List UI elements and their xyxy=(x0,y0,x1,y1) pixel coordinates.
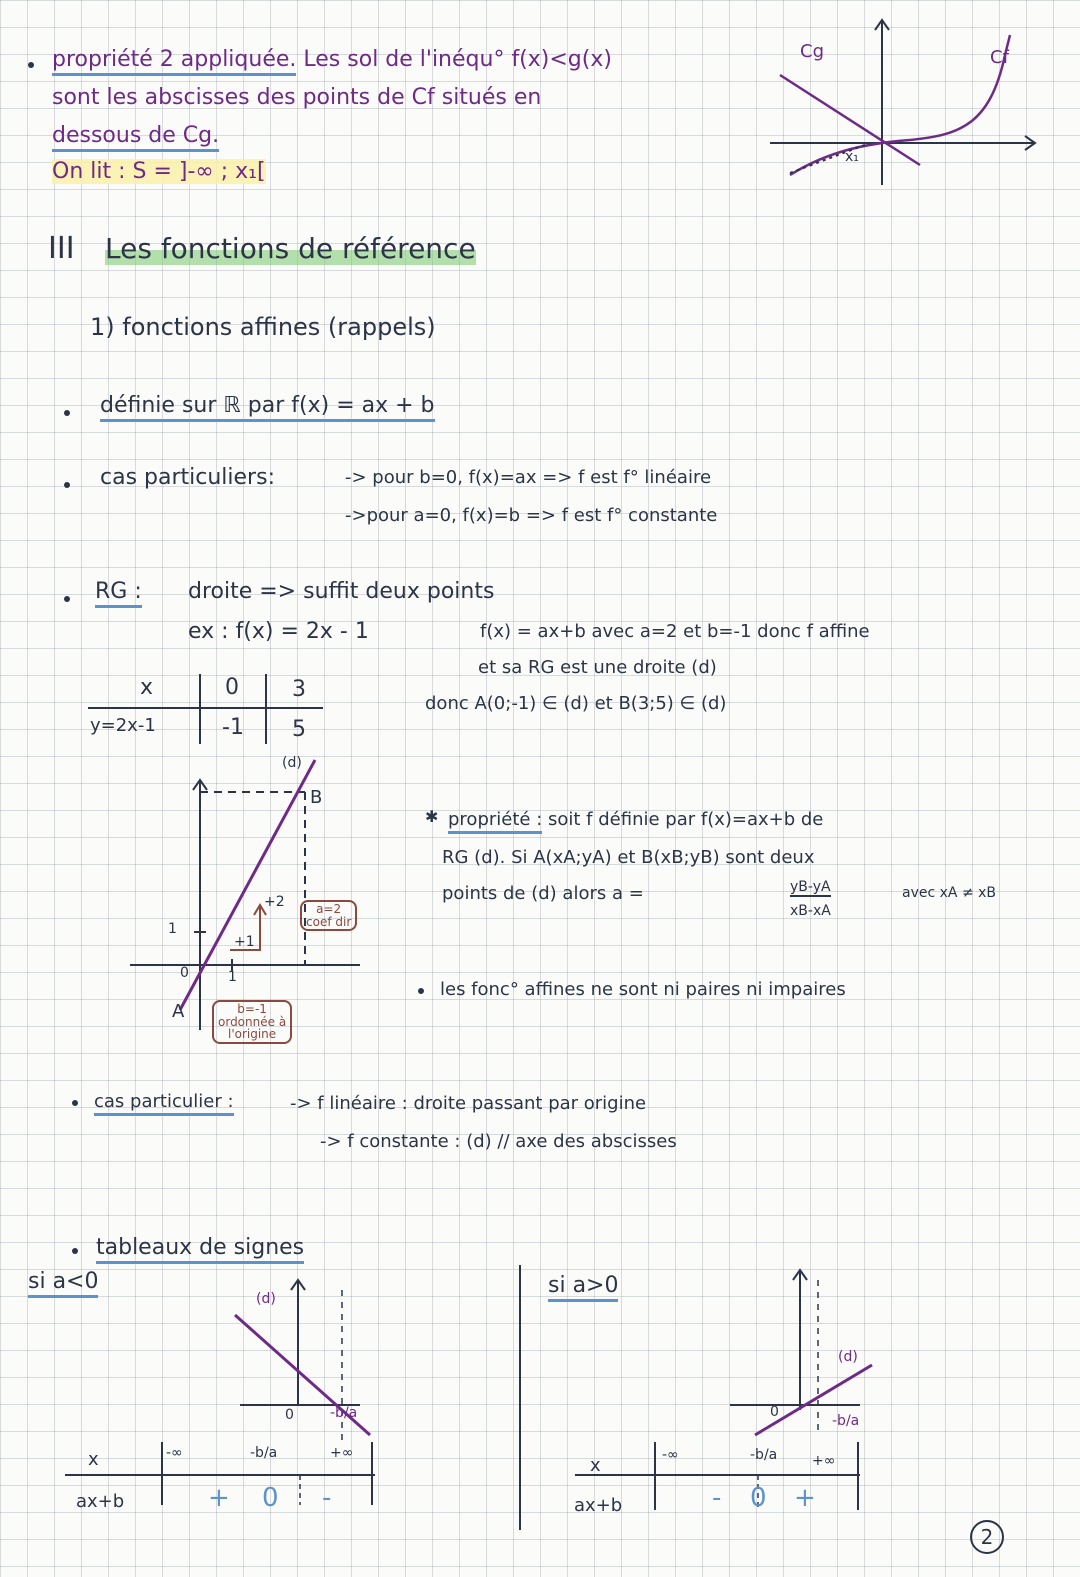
pos-root: -b/a xyxy=(832,1413,860,1429)
neg-head-f: ax+b xyxy=(76,1491,125,1512)
property-inequality: Les sol de l'inéqu° f(x)<g(x) xyxy=(303,47,612,72)
intercept-note-line: ordonnée à xyxy=(218,1014,287,1029)
propriete-condition: avec xA ≠ xB xyxy=(902,885,997,901)
value-table-y-head: y=2x-1 xyxy=(90,715,156,736)
pos-condition-text: si a>0 xyxy=(548,1273,618,1302)
solution-set-text: On lit : S = ]-∞ ; x₁[ xyxy=(52,159,266,184)
propriete-label: propriété : xyxy=(448,809,542,834)
pos-origin: 0 xyxy=(770,1404,779,1420)
cas-particuliers-line1: -> pour b=0, f(x)=ax => f est f° linéaire xyxy=(345,467,712,488)
cas-particuliers-label: cas particuliers: xyxy=(100,465,275,490)
neg-condition-text: si a<0 xyxy=(28,1269,98,1298)
neg-sign: - xyxy=(322,1483,332,1513)
subsection-title: 1) fonctions affines (rappels) xyxy=(90,313,436,341)
point-b-label: B xyxy=(310,787,323,808)
slope-note xyxy=(300,900,357,931)
rg-example: ex : f(x) = 2x - 1 xyxy=(188,619,369,644)
propriete-line1-text: soit f définie par f(x)=ax+b de xyxy=(548,809,824,830)
rg-label xyxy=(95,580,142,604)
property-line1 xyxy=(52,48,612,72)
rg-explain-line2: et sa RG est une droite (d) xyxy=(478,657,717,678)
rg-text: droite => suffit deux points xyxy=(188,579,495,604)
rg-explain-line1: f(x) = ax+b avec a=2 et b=-1 donc f affine xyxy=(480,621,870,642)
neg-x-value: +∞ xyxy=(330,1445,354,1461)
bullet xyxy=(64,596,70,602)
definition-text: définie sur ℝ par f(x) = ax + b xyxy=(100,393,435,422)
pos-x-value: -∞ xyxy=(662,1447,679,1463)
property-line3-text: dessous de Cg. xyxy=(52,123,219,152)
property-line2: sont les abscisses des points de Cf situés en xyxy=(52,85,542,110)
neg-sign: + xyxy=(208,1483,230,1513)
fraction-denominator: xB-xA xyxy=(790,903,831,919)
neg-sign: 0 xyxy=(262,1483,279,1513)
value-table-x-head: x xyxy=(140,675,154,700)
cas-particulier2-label xyxy=(94,1092,234,1112)
value-table-cell: 3 xyxy=(292,677,306,702)
value-table-cell: -1 xyxy=(222,715,244,740)
section-title xyxy=(105,234,476,265)
propriete-line1 xyxy=(448,810,823,830)
cas-particuliers-line2: ->pour a=0, f(x)=b => f est f° constante xyxy=(345,505,718,526)
point-a-label: A xyxy=(172,1001,185,1022)
origin-label: 0 xyxy=(180,965,189,981)
x1-label: x₁ xyxy=(845,149,859,165)
star-bullet: ✱ xyxy=(425,807,439,826)
bullet xyxy=(64,482,70,488)
pos-sign: - xyxy=(712,1483,722,1513)
pos-sign: 0 xyxy=(750,1483,767,1513)
propriete-line3: points de (d) alors a = xyxy=(442,883,644,904)
signs-title xyxy=(96,1236,304,1260)
pos-head-x: x xyxy=(590,1455,601,1476)
cg-label: Cg xyxy=(800,41,824,62)
fraction-numerator: yB-yA xyxy=(790,880,831,897)
parity-note: les fonc° affines ne sont ni paires ni impaires xyxy=(440,979,846,1000)
neg-root: -b/a xyxy=(330,1405,358,1421)
bullet xyxy=(72,1248,78,1254)
neg-line-label: (d) xyxy=(256,1291,276,1307)
slope-note-line: a=2 xyxy=(316,902,342,916)
plus2-label: +2 xyxy=(264,894,285,910)
pos-x-value: +∞ xyxy=(812,1453,836,1469)
signs-title-text: tableaux de signes xyxy=(96,1235,304,1264)
bullet xyxy=(64,410,70,416)
pos-line-label: (d) xyxy=(838,1349,858,1365)
propriete-line2: RG (d). Si A(xA;yA) et B(xB;yB) sont deux xyxy=(442,847,815,868)
page-divider xyxy=(518,1265,522,1535)
section-title-text: Les fonctions de référence xyxy=(105,232,476,265)
page-number: 2 xyxy=(970,1520,1004,1554)
cas-particulier2-line1: -> f linéaire : droite passant par origine xyxy=(290,1093,647,1114)
intercept-note xyxy=(212,1000,292,1044)
neg-x-value: -∞ xyxy=(166,1445,183,1461)
intercept-note-line: b=-1 xyxy=(237,1002,267,1016)
value-table-cell: 0 xyxy=(225,675,239,700)
property-line3 xyxy=(52,124,219,148)
bullet xyxy=(418,988,424,994)
section-numeral: III xyxy=(48,231,75,266)
cf-label: Cf xyxy=(990,47,1009,68)
value-table-cell: 5 xyxy=(292,717,306,742)
pos-sign: + xyxy=(794,1483,816,1513)
cas-particulier2-label-text: cas particulier : xyxy=(94,1091,234,1116)
plus1-label: +1 xyxy=(234,934,255,950)
rg-label-text: RG : xyxy=(95,579,142,608)
pos-head-f: ax+b xyxy=(574,1495,623,1516)
x-one-label: 1 xyxy=(228,969,237,985)
property-heading: propriété 2 appliquée. xyxy=(52,47,296,76)
graph1-line-label: (d) xyxy=(282,755,302,771)
neg-head-x: x xyxy=(88,1449,99,1470)
bullet xyxy=(28,62,34,68)
neg-origin: 0 xyxy=(285,1407,294,1423)
bullet xyxy=(72,1100,78,1106)
pos-x-value: -b/a xyxy=(750,1447,778,1463)
y-one-label: 1 xyxy=(168,921,177,937)
solution-set xyxy=(52,160,266,184)
rg-explain-line3: donc A(0;-1) ∈ (d) et B(3;5) ∈ (d) xyxy=(425,693,727,714)
definition xyxy=(100,394,435,418)
cas-particulier2-line2: -> f constante : (d) // axe des abscisses xyxy=(320,1131,677,1152)
neg-x-value: -b/a xyxy=(250,1445,278,1461)
intercept-note-line: l'origine xyxy=(227,1027,277,1042)
slope-note-line: coef dir xyxy=(306,914,352,929)
